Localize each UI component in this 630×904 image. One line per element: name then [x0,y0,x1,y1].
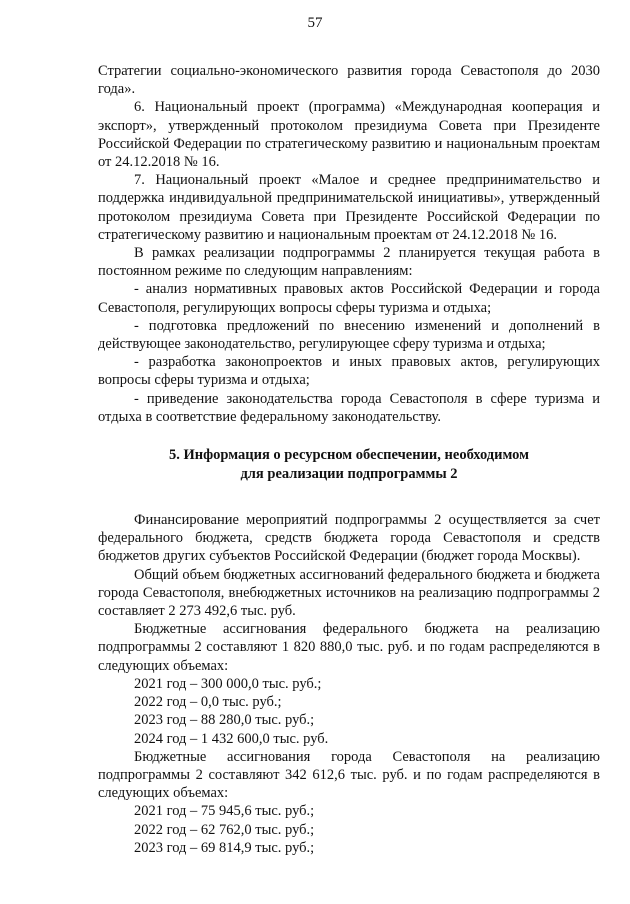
city-year-item: 2023 год – 69 814,9 тыс. руб.; [134,839,315,856]
list-item: - разработка законопроектов и иных правовых актов, регулирующих вопросы сферы туризма и отдыха; [98,354,600,389]
list-item: - анализ нормативных правовых актов Российской Федерации и города Севастополя, регулирующих вопросы сферы туризма и отдыха; [98,281,600,316]
paragraph-national-project-sme: 7. Национальный проект «Малое и среднее предпринимательство и поддержка индивидуальной предпринимательской инициативы», утвержденный протоколом президиума Совета при Президенте Российской Федерации по стратегическому развитию и национальным проектам от 24.12.2018 № 16. [98,172,600,243]
federal-year-item: 2024 год – 1 432 600,0 тыс. руб. [134,730,329,747]
paragraph-federal-allocation: Бюджетные ассигнования федерального бюджета на реализацию подпрограммы 2 составляют 1 820 880,0 тыс. руб. и по годам распределяются в следующих объемах: [98,621,600,674]
paragraph-city-allocation: Бюджетные ассигнования города Севастополя на реализацию подпрограммы 2 составляют 342 612,6 тыс. руб. и по годам распределяются в следующих объемах: [98,748,600,802]
page-body [98,62,600,857]
list-item: - подготовка предложений по внесению изменений и дополнений в действующее законодательство, регулирующее сферу туризма и отдыха; [98,317,600,353]
section-heading [98,446,600,483]
paragraph-funding-sources: Финансирование мероприятий подпрограммы 2 осуществляется за счет федерального бюджета, средств бюджета города Севастополя и средств бюджетов других субъектов Российской Федерации (бюджет города Москвы). [98,512,600,565]
paragraph-national-project-export: 6. Национальный проект (программа) «Международная кооперация и экспорт», утвержденный протоколом президиума Совета при Президенте Российской Федерации по стратегическому развитию и национальным проектам от 24.12.2018 № 16. [98,99,600,171]
federal-year-item: 2021 год – 300 000,0 тыс. руб.; [134,675,322,692]
city-year-item: 2021 год – 75 945,6 тыс. руб.; [134,803,315,820]
page-number: 57 [307,15,323,31]
paragraph-work-directions: В рамках реализации подпрограммы 2 планируется текущая работа в постоянном режиме по следующим направлениям: [98,245,600,280]
city-year-item: 2022 год – 62 762,0 тыс. руб.; [134,821,315,838]
section-heading-line: 5. Информация о ресурсном обеспечении, необходимом [168,447,530,464]
list-item: - приведение законодательства города Севастополя в сфере туризма и отдыха в соответствие федеральному законодательству. [98,390,600,425]
federal-year-item: 2022 год – 0,0 тыс. руб.; [134,694,282,711]
federal-year-item: 2023 год – 88 280,0 тыс. руб.; [134,712,315,729]
paragraph-strategy-end: Стратегии социально-экономического развития города Севастополя до 2030 года». [98,63,600,98]
section-heading-line: для реализации подпрограммы 2 [240,465,458,482]
paragraph-total-allocation: Общий объем бюджетных ассигнований федерального бюджета и бюджета города Севастополя, внебюджетных источников на реализацию подпрограммы 2 составляет 2 273 492,6 тыс. руб. [98,566,600,620]
